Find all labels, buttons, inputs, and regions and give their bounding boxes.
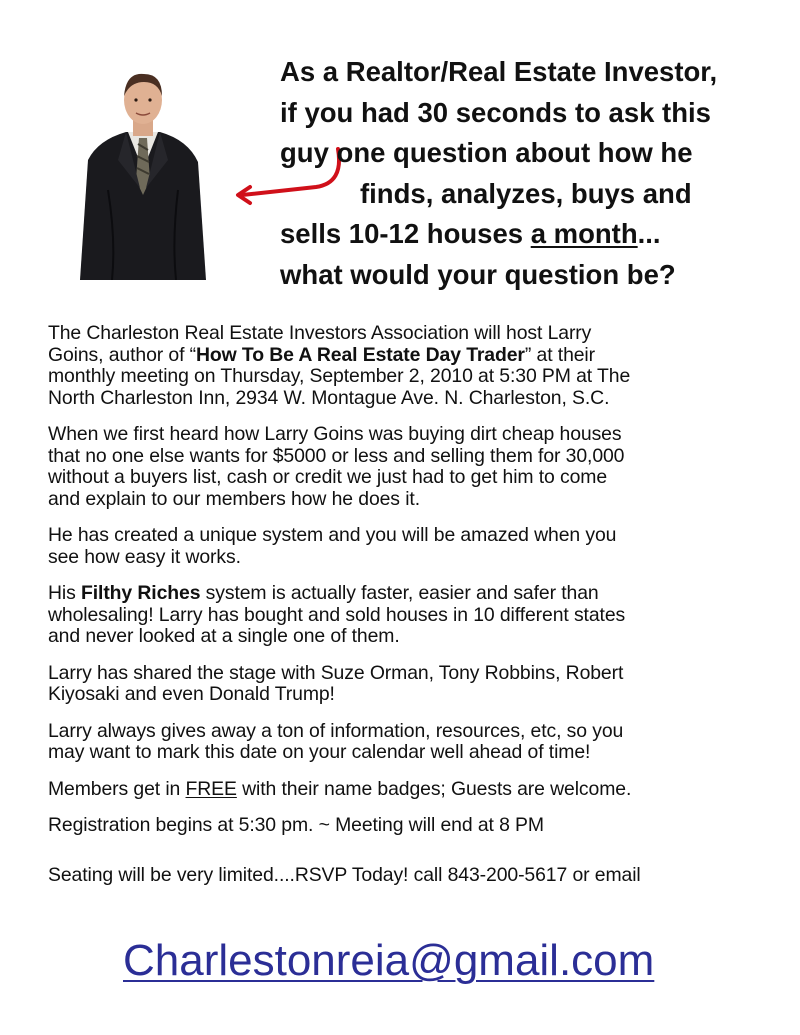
intro-paragraph	[48, 323, 778, 409]
book-title: How To Be A Real Estate Day Trader	[196, 343, 525, 366]
intro-line-3: monthly meeting on Thursday, September 2, 2010 at 5:30 PM at The	[48, 365, 631, 387]
headline-line-2: if you had 30 seconds to ask this	[280, 96, 711, 128]
para5-line-1: Larry has shared the stage with Suze Orman, Tony Robbins, Robert	[48, 661, 624, 684]
headline-line-6: what would your question be?	[280, 258, 676, 290]
headline-line-4: finds, analyzes, buys and	[360, 177, 692, 209]
members-free-paragraph	[48, 779, 778, 801]
unique-system-paragraph	[48, 525, 778, 568]
para6-line-1: Larry always gives away a ton of information, resources, etc, so you	[48, 719, 624, 742]
para4-system: system is actually faster, easier and safer than	[200, 582, 599, 604]
headline-guy: guy	[280, 137, 329, 168]
para2-line-4: and explain to our members how he does it.	[48, 487, 420, 510]
headline-line-3	[280, 133, 780, 174]
free-text: FREE	[185, 777, 237, 800]
shared-stage-paragraph	[48, 663, 778, 706]
registration-line: Registration begins at 5:30 pm. ~ Meeting will end at 8 PM	[48, 814, 544, 836]
headline	[280, 52, 780, 295]
para7-members: Members get in	[48, 777, 186, 800]
headline-ellipsis: ...	[637, 218, 661, 249]
para6-line-2: may want to mark this date on your calendar well ahead of time!	[48, 741, 591, 763]
resources-paragraph	[48, 721, 778, 764]
intro-line-2	[48, 345, 778, 367]
registration-paragraph	[48, 815, 778, 837]
para2-line-3: without a buyers list, cash or credit we just had to get him to come	[48, 466, 608, 488]
para4-line-1	[48, 583, 778, 605]
rsvp-paragraph	[48, 865, 778, 887]
intro-author: Goins, author of “	[48, 343, 197, 366]
filthy-riches: Filthy Riches	[81, 582, 201, 604]
dirt-cheap-paragraph	[48, 424, 778, 510]
para7-badges: with their name badges; Guests are welcome.	[236, 777, 632, 800]
para3-line-1: He has created a unique system and you will be amazed when you	[48, 524, 617, 546]
para4-his: His	[48, 582, 81, 604]
email-link[interactable]: Charlestonreia@gmail.com	[123, 936, 655, 985]
intro-line-4: North Charleston Inn, 2934 W. Montague Ave. N. Charleston, S.C.	[48, 386, 610, 409]
headline-line-5	[280, 214, 780, 255]
para2-line-1: When we first heard how Larry Goins was buying dirt cheap houses	[48, 423, 622, 445]
para2-line-2: that no one else wants for $5000 or less and selling them for 30,000	[48, 444, 625, 467]
para3-line-2: see how easy it works.	[48, 545, 241, 568]
headline-houses: sells 10-12 houses	[280, 218, 531, 249]
man-in-suit-photo	[78, 70, 208, 280]
para7-line	[48, 779, 778, 801]
intro-their: ” at their	[524, 343, 595, 366]
intro-line-1: The Charleston Real Estate Investors Association will host Larry	[48, 322, 592, 344]
filthy-riches-paragraph	[48, 583, 778, 648]
para4-line-2: wholesaling! Larry has bought and sold houses in 10 different states	[48, 603, 626, 626]
headline-question: one question about how he	[328, 137, 693, 168]
para4-line-3: and never looked at a single one of them.	[48, 625, 400, 647]
headline-a-month: a month	[530, 218, 638, 249]
event-description	[48, 323, 778, 901]
headline-line-1: As a Realtor/Real Estate Investor,	[280, 56, 718, 87]
para5-line-2: Kiyosaki and even Donald Trump!	[48, 683, 335, 705]
rsvp-line: Seating will be very limited....RSVP Today! call 843-200-5617 or email	[48, 863, 641, 886]
